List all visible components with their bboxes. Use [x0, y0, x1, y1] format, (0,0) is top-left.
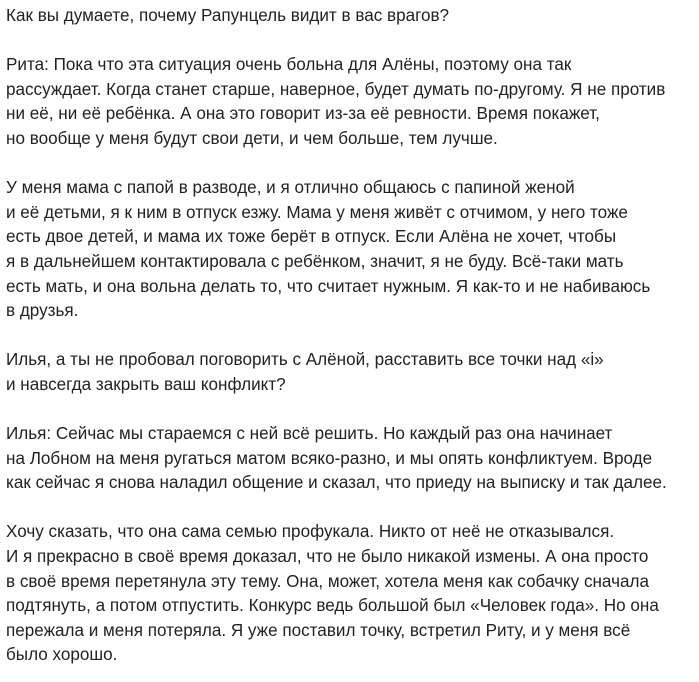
text-line: я в дальнейшем контактировала с ребёнком, значит, я не буду. Всё-таки мать	[6, 251, 624, 271]
text-line: ни её, ни её ребёнка. А она это говорит из-за её ревности. Время покажет,	[6, 104, 600, 124]
text-line: и её детьми, я к ним в отпуск езжу. Мама у меня живёт с отчимом, у него тоже	[6, 202, 628, 222]
text-line: есть двое детей, и мама их тоже берёт в отпуск. Если Алёна не хочет, чтобы	[6, 227, 617, 247]
text-line: в друзья.	[6, 301, 79, 321]
text-line: У меня мама с папой в разводе, и я отлично общаюсь с папиной женой	[6, 178, 575, 198]
answer-paragraph	[6, 520, 693, 668]
text-line: Хочу сказать, что она сама семью профукала. Никто от неё не отказывался.	[6, 522, 615, 542]
text-line: но вообще у меня будут свои дети, и чем больше, тем лучше.	[6, 128, 498, 148]
text-line: есть мать, и она вольна делать то, что считает нужным. Я как-то и не набиваюсь	[6, 276, 651, 296]
answer-paragraph	[6, 53, 693, 151]
text-line: пережала и меня потеряла. Я уже поставил точку, встретил Риту, и у меня всё	[6, 620, 631, 640]
text-line: было хорошо.	[6, 645, 118, 665]
text-line: в своё время перетянула эту тему. Она, может, хотела меня как собачку сначала	[6, 571, 649, 591]
text-line: Илья: Сейчас мы стараемся с ней всё решить. Но каждый раз она начинает	[6, 424, 613, 444]
text-line: Рита: Пока что эта ситуация очень больна для Алёны, поэтому она так	[6, 55, 572, 75]
question-paragraph	[6, 348, 693, 397]
answer-paragraph	[6, 422, 693, 496]
article-text	[6, 4, 693, 668]
question-paragraph	[6, 4, 693, 29]
text-line: Как вы думаете, почему Рапунцель видит в вас врагов?	[6, 6, 450, 25]
answer-paragraph	[6, 176, 693, 324]
text-line: рассуждает. Когда станет старше, наверное, будет думать по-другому. Я не против	[6, 79, 666, 99]
text-line: И я прекрасно в своё время доказал, что не было никакой измены. А она просто	[6, 547, 649, 567]
text-line: на Лобном на меня ругаться матом всяко-разно, и мы опять конфликтуем. Вроде	[6, 448, 653, 468]
text-line: как сейчас я снова наладил общение и сказал, что приеду на выписку и так далее.	[6, 473, 667, 493]
text-line: и навсегда закрыть ваш конфликт?	[6, 374, 286, 394]
text-line: Илья, а ты не пробовал поговорить с Алёной, расставить все точки над «i»	[6, 350, 604, 370]
text-line: подтянуть, а потом отпустить. Конкурс ведь большой был «Человек года». Но она	[6, 596, 659, 616]
